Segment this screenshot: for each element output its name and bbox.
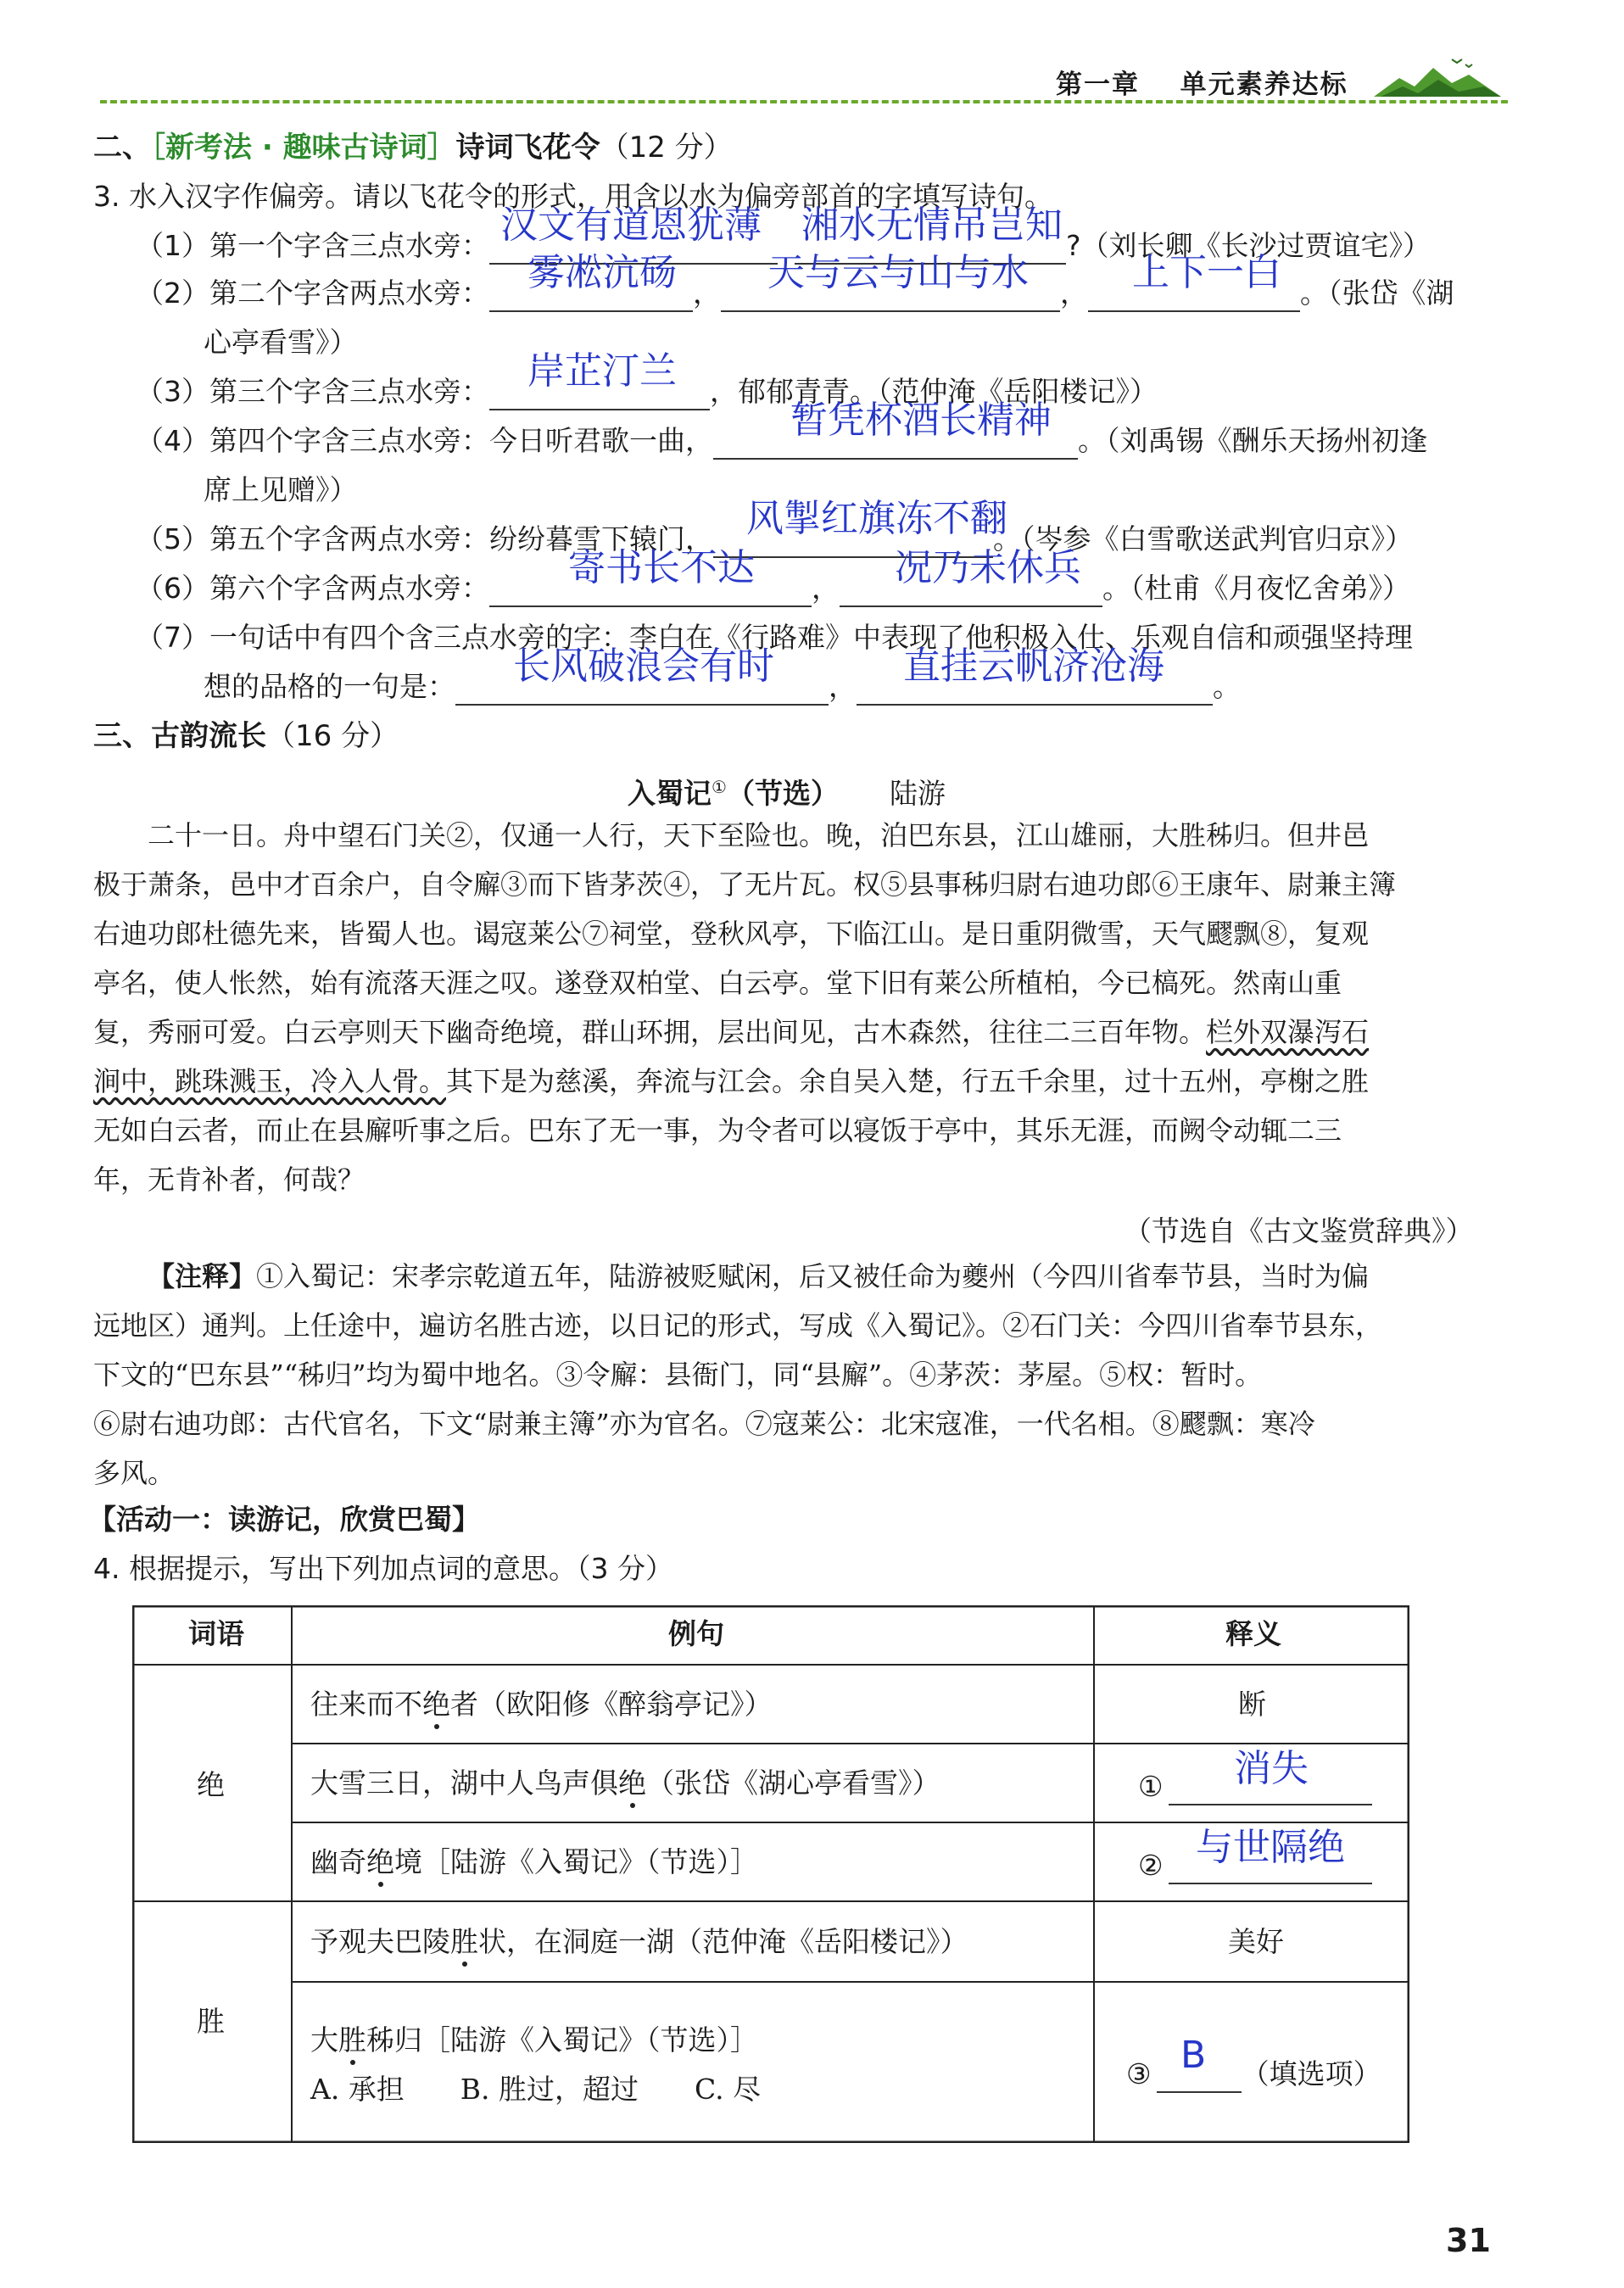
passage-source: （节选自《古文鉴赏辞典》）	[1124, 1214, 1474, 1247]
passage-author: 陆游	[889, 777, 946, 810]
section-3-heading: 三、古韵流长（16 分）	[93, 719, 399, 753]
answer-1b: 湘水无情吊岂知	[801, 204, 1063, 247]
answer-2a: 雾凇沆砀	[527, 251, 677, 294]
q3-item-6: （6）第六个字含两点水旁： ， 。（杜甫《月夜忆舍弟》）	[136, 570, 1410, 607]
notes-line: 远地区）通判。上任途中，遍访名胜古迹，以日记的形式，写成《入蜀记》。②石门关：今四川省奉节县东，	[93, 1309, 1383, 1342]
notes-line: 下文的“巴东县”“秭归”均为蜀中地名。③令廨：县衙门，同“县廨”。④茅茨：茅屋。⑤权：暂时。	[93, 1359, 1263, 1391]
page-number: 31	[1446, 2222, 1491, 2259]
passage-body	[93, 811, 1501, 1204]
q3-item-2-cont: 心亭看雪》）	[204, 326, 358, 359]
notes-line: 多风。	[93, 1457, 176, 1489]
table-row: 幽奇绝境［陆游《入蜀记》（节选）］	[310, 1845, 758, 1878]
header-divider	[100, 100, 1508, 103]
answer-3: 岸芷汀兰	[527, 349, 677, 393]
answer-slot-3: ③ （填选项）	[1126, 2056, 1381, 2093]
activity-heading: 【活动一：读游记，欣赏巴蜀】	[88, 1503, 480, 1536]
table-header-word: 词语	[188, 1617, 244, 1650]
q3-item-4-cont: 席上见赠》）	[204, 473, 358, 506]
question-3-stem: 3. 水入汉字作偏旁。请以飞花令的形式，用含以水为偏旁部首的字填写诗句。	[93, 180, 1052, 213]
answer-7a: 长风破浪会有时	[513, 645, 774, 688]
table-row: 大胜秭归［陆游《入蜀记》（节选）］	[310, 2023, 758, 2056]
q3-item-7: （7）一句话中有四个含三点水旁的字：李白在《行路难》中表现了他积极入仕、乐观自信和顽强坚持理	[136, 621, 1413, 654]
options-line: A. 承担 B. 胜过，超过 C. 尽	[310, 2073, 762, 2106]
unit-title: 单元素养达标	[1180, 70, 1348, 100]
table-row: 往来而不绝者（欧阳修《醉翁亭记》）	[310, 1688, 773, 1721]
passage-line: 年，无肯补者，何哉？	[93, 1164, 366, 1196]
passage-line: 二十一日。舟中望石门关②，仅通一人行，天下至险也。晚，泊巴东县，江山雄丽，大胜秭归。但井邑	[148, 819, 1370, 851]
q3-item-5: （5）第五个字含两点水旁：纷纷暮雪下辕门， 。（岑参《白雪歌送武判官归京》）	[136, 521, 1413, 558]
answer-choice-3: B	[1180, 2034, 1207, 2077]
section-2-tag: ［新考法 · 趣味古诗词］	[151, 131, 456, 165]
table-header-meaning: 释义	[1225, 1617, 1281, 1650]
answer-6b: 况乃未休兵	[895, 546, 1081, 589]
answer-7b: 直挂云帆济沧海	[903, 645, 1164, 688]
wavy-underlined-text-2: 涧中，跳珠溅玉，冷入人骨。	[93, 1065, 447, 1097]
passage-line: 复，秀丽可爱。白云亭则天下幽奇绝境，群山环拥，层出间见，古木森然，往往二三百年物。栏外双瀑泻石	[93, 1016, 1370, 1048]
answer-slot-1: ①	[1138, 1768, 1372, 1805]
q3-item-4: （4）第四个字含三点水旁：今日听君歌一曲， 。（刘禹锡《酬乐天扬州初逢	[136, 422, 1428, 460]
q3-item-2: （2）第二个字含两点水旁： ， ， 。（张岱《湖	[136, 275, 1454, 312]
chapter-label: 第一章	[1056, 70, 1140, 100]
notes-line: ⑥尉右迪功郎：古代官名，下文“尉兼主簿”亦为官名。⑦寇莱公：北宋寇准，一代名相。⑧飂飘：寒冷	[93, 1408, 1315, 1440]
answer-1a: 汉文有道恩犹薄	[500, 204, 762, 247]
notes-label: 【注释】	[148, 1260, 257, 1292]
passage-line: 亭名，使人怅然，始有流落天涯之叹。遂登双柏堂、白云亭。堂下旧有莱公所植柏，今已槁死。然南山重	[93, 967, 1342, 999]
mountain-logo-icon	[1374, 53, 1501, 103]
wavy-underlined-text: 栏外双瀑泻石	[1206, 1016, 1370, 1048]
table-header-example: 例句	[668, 1617, 724, 1650]
q3-item-7-cont: 想的品格的一句是： ， 。	[204, 668, 1241, 706]
notes-block: 【注释】①入蜀记：宋孝宗乾道五年，陆游被贬赋闲，后又被任命为夔州（今四川省奉节县，当时为偏 远地区）通判。上任途中，遍访名胜古迹，以日记的形式，写成《入蜀记》。②石门关：今四川省奉节县东， 下文的“巴东县”“秭归”均为蜀中地名。③令廨：县衙门，同“县廨”。④茅茨：茅屋。⑤权：暂时。 ⑥尉右迪功郎：古代官名，下文“尉兼主簿”亦为官名。⑦寇莱公：北宋寇准，一代名相。⑧飂飘：寒冷 多风。	[93, 1252, 1501, 1498]
passage-line: 无如白云者，而止在县廨听事之后。巴东了无一事，为令者可以寝饭于亭中，其乐无涯，而阙令动辄二三	[93, 1114, 1342, 1147]
passage-line: 右迪功郎杜德先来，皆蜀人也。谒寇莱公⑦祠堂，登秋风亭，下临江山。是日重阴微雪，天气飂飘⑧，复观	[93, 918, 1370, 950]
chapter-header	[1056, 63, 1348, 101]
q3-item-3: （3）第三个字含三点水旁： ，郁郁青青。（范仲淹《岳阳楼记》）	[136, 373, 1158, 410]
table-row: 大雪三日，湖中人鸟声俱绝（张岱《湖心亭看雪》）	[310, 1766, 940, 1800]
passage-line: 极于萧条，邑中才百余户，自令廨③而下皆茅茨④，了无片瓦。权⑤县事秭归尉右迪功郎⑥王康年、尉兼主簿	[93, 868, 1397, 901]
passage-title: 入蜀记	[628, 777, 712, 810]
answer-4: 暂凭杯酒长精神	[790, 399, 1052, 442]
answer-2c: 上下一白	[1132, 251, 1281, 294]
question-4-stem: 4. 根据提示，写出下列加点词的意思。（3 分）	[93, 1552, 673, 1585]
answer-5: 风掣红旗冻不翻	[746, 497, 1007, 540]
answer-6a: 寄书长不达	[568, 546, 755, 589]
answer-meaning-2: 与世隔绝	[1196, 1826, 1345, 1869]
word-jue: 绝	[197, 1768, 225, 1801]
meaning-1: 断	[1238, 1688, 1266, 1721]
section-2-heading: 二、［新考法 · 趣味古诗词］诗词飞花令（12 分）	[93, 131, 733, 165]
passage-line: 涧中，跳珠溅玉，冷入人骨。其下是为慈溪，奔流与江会。余自吴入楚，行五千余里，过十五州，亭榭之胜	[93, 1065, 1370, 1097]
q3-item-1: （1）第一个字含三点水旁： ?（刘长卿《长沙过贾谊宅》）	[136, 227, 1431, 265]
meaning-4: 美好	[1228, 1925, 1284, 1958]
answer-slot-2: ②	[1138, 1847, 1372, 1884]
answer-meaning-1: 消失	[1234, 1747, 1309, 1790]
passage-title-line: 入蜀记①（节选） 陆游	[628, 777, 946, 810]
table-row: 予观夫巴陵胜状，在洞庭一湖（范仲淹《岳阳楼记》）	[310, 1925, 968, 1958]
answer-2b: 天与云与山与水	[767, 251, 1029, 294]
word-sheng: 胜	[197, 2005, 225, 2038]
